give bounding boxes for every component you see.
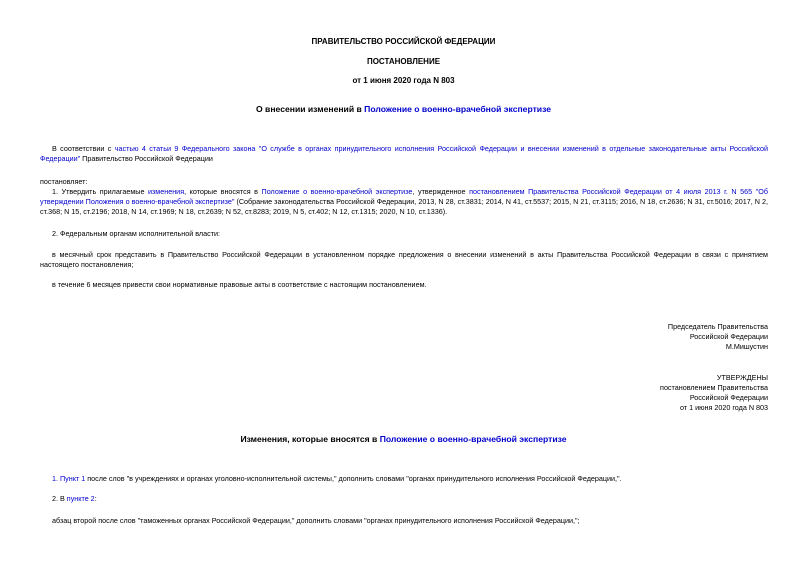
approved-date: от 1 июня 2020 года N 803 xyxy=(679,403,768,412)
change-2-paragraph xyxy=(40,494,768,504)
document-type-heading: ПОСТАНОВЛЕНИЕ xyxy=(366,57,441,66)
item-2a-paragraph: в месячный срок представить в Правительство Российской Федерации в установленном порядке предложения о внесении изменений в акты Правительства Российской Федерации в связи с принятием настоящего постановления; xyxy=(40,250,768,269)
federal-law-link[interactable]: частью 4 статьи 9 Федерального закона "О службе в органах принудительного исполнения Российской Федерации и внесении изменений в отдельные законодательные акты Российской Федерации" xyxy=(40,144,769,163)
changes-title xyxy=(0,434,807,444)
item-1-text-3: , утвержденное xyxy=(412,187,470,196)
title-prefix: О внесении изменений в xyxy=(255,104,365,114)
signature-title: Председатель Правительства xyxy=(667,322,768,331)
approved-label: УТВЕРЖДЕНЫ xyxy=(716,373,768,382)
government-heading: ПРАВИТЕЛЬСТВО РОССИЙСКОЙ ФЕДЕРАЦИИ xyxy=(311,37,496,46)
point-2-link[interactable]: пункте 2 xyxy=(66,494,95,503)
change-2-text-2: : xyxy=(94,494,97,503)
title-regulation-link[interactable]: Положение о военно-врачебной экспертизе xyxy=(364,104,552,114)
preamble-text-2: Правительство Российской Федерации xyxy=(80,154,213,163)
change-2a-paragraph: абзац второй после слов "таможенных органах Российской Федерации," дополнить словами "органах принудительного исполнения Российской Федерации,"; xyxy=(52,516,580,525)
item-1-text-2: , которые вносятся в xyxy=(184,187,262,196)
item-1-text-1: 1. Утвердить прилагаемые xyxy=(52,187,148,196)
decree-565-link[interactable]: постановлением Правительства Российской Федерации от 4 июля 2013 г. N 565 "Об утверждении Положения о военно-врачебной экспертизе" xyxy=(40,187,768,206)
point-1-link[interactable]: 1. Пункт 1 xyxy=(52,474,86,483)
regulation-link[interactable]: Положение о военно-врачебной экспертизе xyxy=(261,187,413,196)
item-2b-paragraph: в течение 6 месяцев привести свои нормативные правовые акты в соответствие с настоящим постановлением. xyxy=(52,280,427,289)
signature-country: Российской Федерации xyxy=(689,332,768,341)
item-1-paragraph xyxy=(40,187,768,217)
item-2-paragraph: 2. Федеральным органам исполнительной власти: xyxy=(52,229,220,238)
changes-title-prefix: Изменения, которые вносятся в xyxy=(240,434,380,444)
changes-title-regulation-link[interactable]: Положение о военно-врачебной экспертизе xyxy=(379,434,567,444)
decides-label: постановляет: xyxy=(40,177,88,186)
approved-by: постановлением Правительства xyxy=(660,383,768,392)
changes-link[interactable]: изменения xyxy=(148,187,185,196)
change-2-text-1: 2. В xyxy=(52,494,67,503)
item-1-text-4: (Собрание законодательства Российской Федерации, 2013, N 28, ст.3831; 2014, N 41, ст.5537; 2015, N 21, ст.3115; 2016, N 18, ст.2636; N 31, ст.5016; 2017, N 2, ст.368; N 15, ст.2196; 2018, N 14, ст.1969; N 18, ст.2639; N 52, ст.8283; 2019, N 5, ст.402; N 12, ст.1315; 2020, N 10, ст.1336). xyxy=(40,197,769,216)
change-1-paragraph xyxy=(40,474,768,484)
signature-name: М.Мишустин xyxy=(725,342,768,351)
approved-country: Российской Федерации xyxy=(689,393,768,402)
date-number-heading: от 1 июня 2020 года N 803 xyxy=(352,76,455,85)
document-title xyxy=(0,104,807,114)
change-1-text: после слов "в учреждениях и органах уголовно-исполнительной системы," дополнить словами "органах принудительного исполнения Российской Федерации,". xyxy=(85,474,622,483)
preamble-text-1: В соответствии с xyxy=(52,144,115,153)
preamble-paragraph xyxy=(40,144,768,164)
